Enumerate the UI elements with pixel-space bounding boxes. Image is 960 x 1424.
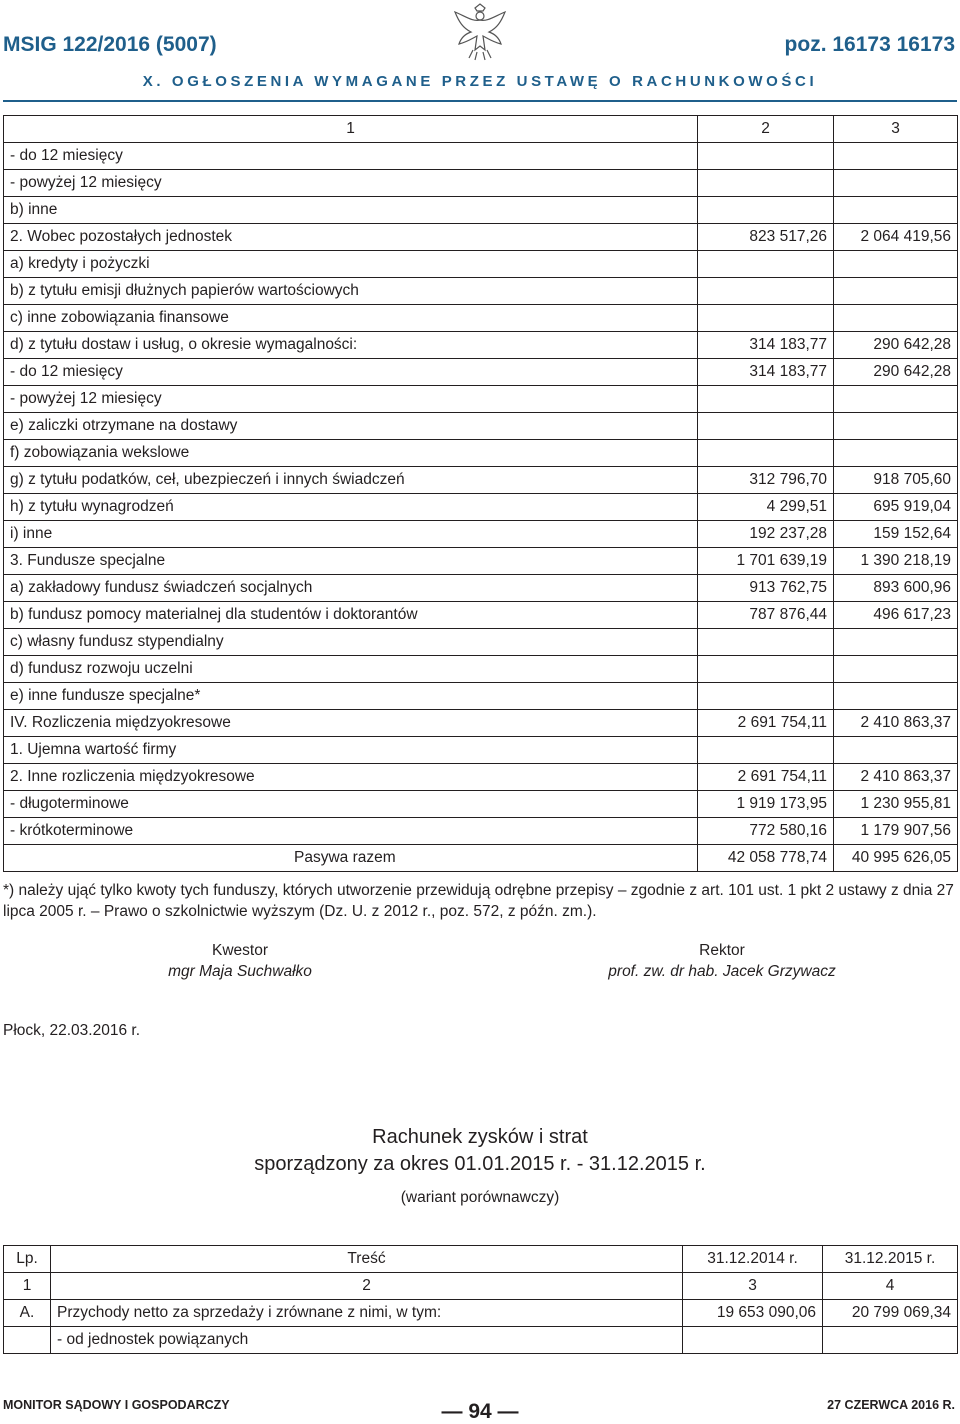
row-value-current: 2 410 863,37 [834, 710, 958, 737]
row-label: 3. Fundusze specjalne [4, 548, 698, 575]
row-value-previous [698, 170, 834, 197]
total-label: Pasywa razem [4, 845, 698, 872]
statement-title-line1: Rachunek zysków i strat [372, 1126, 588, 1148]
table-row [4, 143, 958, 170]
row-value-current [834, 413, 958, 440]
row-value-current: 159 152,64 [834, 521, 958, 548]
table-row [4, 224, 958, 251]
table2-col-number: 2 [51, 1273, 683, 1300]
table1-col-number: 2 [698, 116, 834, 143]
table-row [4, 170, 958, 197]
row-value-previous: 772 580,16 [698, 818, 834, 845]
row-label: - powyżej 12 miesięcy [4, 170, 698, 197]
row-value-current: 695 919,04 [834, 494, 958, 521]
total-value-current: 40 995 626,05 [834, 845, 958, 872]
footer-publisher: MONITOR SĄDOWY I GOSPODARCZY [3, 1398, 230, 1412]
row-value-previous [698, 251, 834, 278]
row-value-current: 290 642,28 [834, 359, 958, 386]
table2-header-content: Treść [51, 1246, 683, 1273]
row-value-previous: 314 183,77 [698, 332, 834, 359]
table2-value-2015 [823, 1327, 958, 1354]
row-label: c) własny fundusz stypendialny [4, 629, 698, 656]
row-label: b) fundusz pomocy materialnej dla studentów i doktorantów [4, 602, 698, 629]
row-label: e) zaliczki otrzymane na dostawy [4, 413, 698, 440]
row-value-previous: 2 691 754,11 [698, 710, 834, 737]
row-value-current [834, 143, 958, 170]
statement-variant: (wariant porównawczy) [400, 1189, 560, 1206]
row-label: c) inne zobowiązania finansowe [4, 305, 698, 332]
table-row [4, 467, 958, 494]
row-value-current: 290 642,28 [834, 332, 958, 359]
row-value-current [834, 278, 958, 305]
section-title: X. OGŁOSZENIA WYMAGANE PRZEZ USTAWĘ O RACHUNKOWOŚCI [142, 73, 818, 90]
row-label: IV. Rozliczenia międzyokresowe [4, 710, 698, 737]
signature-left-role: Kwestor [212, 942, 268, 959]
signature-right-name: prof. zw. dr hab. Jacek Grzywacz [608, 963, 836, 980]
row-label: 2. Wobec pozostałych jednostek [4, 224, 698, 251]
row-value-previous: 314 183,77 [698, 359, 834, 386]
table-row [4, 332, 958, 359]
total-row [4, 845, 958, 872]
row-value-current: 1 390 218,19 [834, 548, 958, 575]
row-value-current: 2 410 863,37 [834, 764, 958, 791]
row-value-current [834, 440, 958, 467]
table1-header-row [4, 116, 958, 143]
table-row [4, 548, 958, 575]
table2-lp: A. [4, 1300, 51, 1327]
row-value-previous [698, 629, 834, 656]
row-value-previous: 2 691 754,11 [698, 764, 834, 791]
table-row [4, 602, 958, 629]
table-row [4, 764, 958, 791]
table-row [4, 251, 958, 278]
income-statement-table [3, 1245, 958, 1354]
table-row [4, 197, 958, 224]
row-value-previous [698, 440, 834, 467]
table-row [4, 629, 958, 656]
position-number [785, 33, 955, 57]
row-value-current [834, 656, 958, 683]
row-value-current [834, 683, 958, 710]
row-value-current: 1 179 907,56 [834, 818, 958, 845]
row-value-current [834, 386, 958, 413]
row-value-previous [698, 386, 834, 413]
row-value-current: 893 600,96 [834, 575, 958, 602]
row-value-current [834, 629, 958, 656]
row-label: e) inne fundusze specjalne* [4, 683, 698, 710]
row-value-current: 2 064 419,56 [834, 224, 958, 251]
table-row [4, 413, 958, 440]
row-label: a) zakładowy fundusz świadczeń socjalnych [4, 575, 698, 602]
table-row [4, 386, 958, 413]
row-value-previous [698, 413, 834, 440]
row-value-previous [698, 305, 834, 332]
footer-date: 27 CZERWCA 2016 R. [827, 1398, 955, 1412]
row-label: d) z tytułu dostaw i usług, o okresie wymagalności: [4, 332, 698, 359]
eagle-emblem-icon [451, 2, 509, 62]
row-label: d) fundusz rozwoju uczelni [4, 656, 698, 683]
table-row [4, 818, 958, 845]
row-value-previous: 787 876,44 [698, 602, 834, 629]
row-value-previous: 4 299,51 [698, 494, 834, 521]
table-row [4, 656, 958, 683]
row-value-previous [698, 683, 834, 710]
table-row [4, 683, 958, 710]
row-value-previous: 312 796,70 [698, 467, 834, 494]
row-value-current [834, 305, 958, 332]
liabilities-table [3, 115, 958, 872]
signature-right [562, 940, 882, 982]
table2-header-2015: 31.12.2015 r. [823, 1246, 958, 1273]
row-value-previous [698, 278, 834, 305]
row-label: 2. Inne rozliczenia międzyokresowe [4, 764, 698, 791]
statement-title [0, 1124, 960, 1211]
row-value-current: 918 705,60 [834, 467, 958, 494]
table-row [4, 440, 958, 467]
table-row [4, 278, 958, 305]
statement-title-line2: sporządzony za okres 01.01.2015 r. - 31.12.2015 r. [254, 1153, 706, 1175]
table-row [4, 305, 958, 332]
page-number: — 94 — [441, 1400, 519, 1423]
row-label: a) kredyty i pożyczki [4, 251, 698, 278]
row-label: - powyżej 12 miesięcy [4, 386, 698, 413]
table-row [4, 710, 958, 737]
row-value-current: 1 230 955,81 [834, 791, 958, 818]
table-row [4, 575, 958, 602]
row-value-current [834, 737, 958, 764]
table2-header-2014: 31.12.2014 r. [683, 1246, 823, 1273]
header-divider [3, 100, 957, 102]
row-label: - krótkoterminowe [4, 818, 698, 845]
row-label: 1. Ujemna wartość firmy [4, 737, 698, 764]
row-value-current [834, 197, 958, 224]
row-value-previous: 1 701 639,19 [698, 548, 834, 575]
signature-left-name: mgr Maja Suchwałko [168, 963, 312, 980]
row-label: b) inne [4, 197, 698, 224]
table2-label: - od jednostek powiązanych [51, 1327, 683, 1354]
table-row [4, 494, 958, 521]
position-text: poz. 16173 16173 [784, 33, 955, 56]
row-label: h) z tytułu wynagrodzeń [4, 494, 698, 521]
issue-number: MSIG 122/2016 (5007) [3, 33, 217, 56]
table-row [4, 791, 958, 818]
table2-header-row [4, 1246, 958, 1273]
row-value-previous: 1 919 173,95 [698, 791, 834, 818]
footnote: *) należy ująć tylko kwoty tych funduszy, których utworzenie przewidują odrębne przepisy – zgodnie z art. 101 ust. 1 pkt 2 ustawy z dnia 27 lipca 2005 r. – Prawo o szkolnictwie wyższym (Dz. U. z 2012 r., poz. 572, z późn. zm.). [3, 882, 954, 920]
table2-value-2015: 20 799 069,34 [823, 1300, 958, 1327]
signature-right-role: Rektor [699, 942, 745, 959]
row-value-current: 496 617,23 [834, 602, 958, 629]
row-label: b) z tytułu emisji dłużnych papierów wartościowych [4, 278, 698, 305]
row-label: f) zobowiązania wekslowe [4, 440, 698, 467]
row-label: - długoterminowe [4, 791, 698, 818]
table1-col-number: 1 [4, 116, 698, 143]
row-value-current [834, 170, 958, 197]
table2-col-number: 4 [823, 1273, 958, 1300]
row-label: - do 12 miesięcy [4, 143, 698, 170]
total-value-previous: 42 058 778,74 [698, 845, 834, 872]
table2-lp [4, 1327, 51, 1354]
row-label: - do 12 miesięcy [4, 359, 698, 386]
table1-col-number: 3 [834, 116, 958, 143]
table-row [4, 521, 958, 548]
table2-value-2014: 19 653 090,06 [683, 1300, 823, 1327]
row-label: g) z tytułu podatków, ceł, ubezpieczeń i innych świadczeń [4, 467, 698, 494]
row-value-previous [698, 197, 834, 224]
row-value-previous [698, 737, 834, 764]
table2-value-2014 [683, 1327, 823, 1354]
place-date: Płock, 22.03.2016 r. [3, 1022, 141, 1039]
table2-header-lp: Lp. [4, 1246, 51, 1273]
row-value-previous: 823 517,26 [698, 224, 834, 251]
row-value-previous: 913 762,75 [698, 575, 834, 602]
row-value-current [834, 251, 958, 278]
signature-left [120, 940, 360, 982]
row-value-previous [698, 656, 834, 683]
table2-number-row [4, 1273, 958, 1300]
table-row [4, 1300, 958, 1327]
table2-label: Przychody netto za sprzedaży i zrównane z nimi, w tym: [51, 1300, 683, 1327]
row-value-previous: 192 237,28 [698, 521, 834, 548]
table-row [4, 737, 958, 764]
table2-col-number: 3 [683, 1273, 823, 1300]
row-label: i) inne [4, 521, 698, 548]
table-row [4, 359, 958, 386]
table-row [4, 1327, 958, 1354]
row-value-previous [698, 143, 834, 170]
table2-col-number: 1 [4, 1273, 51, 1300]
